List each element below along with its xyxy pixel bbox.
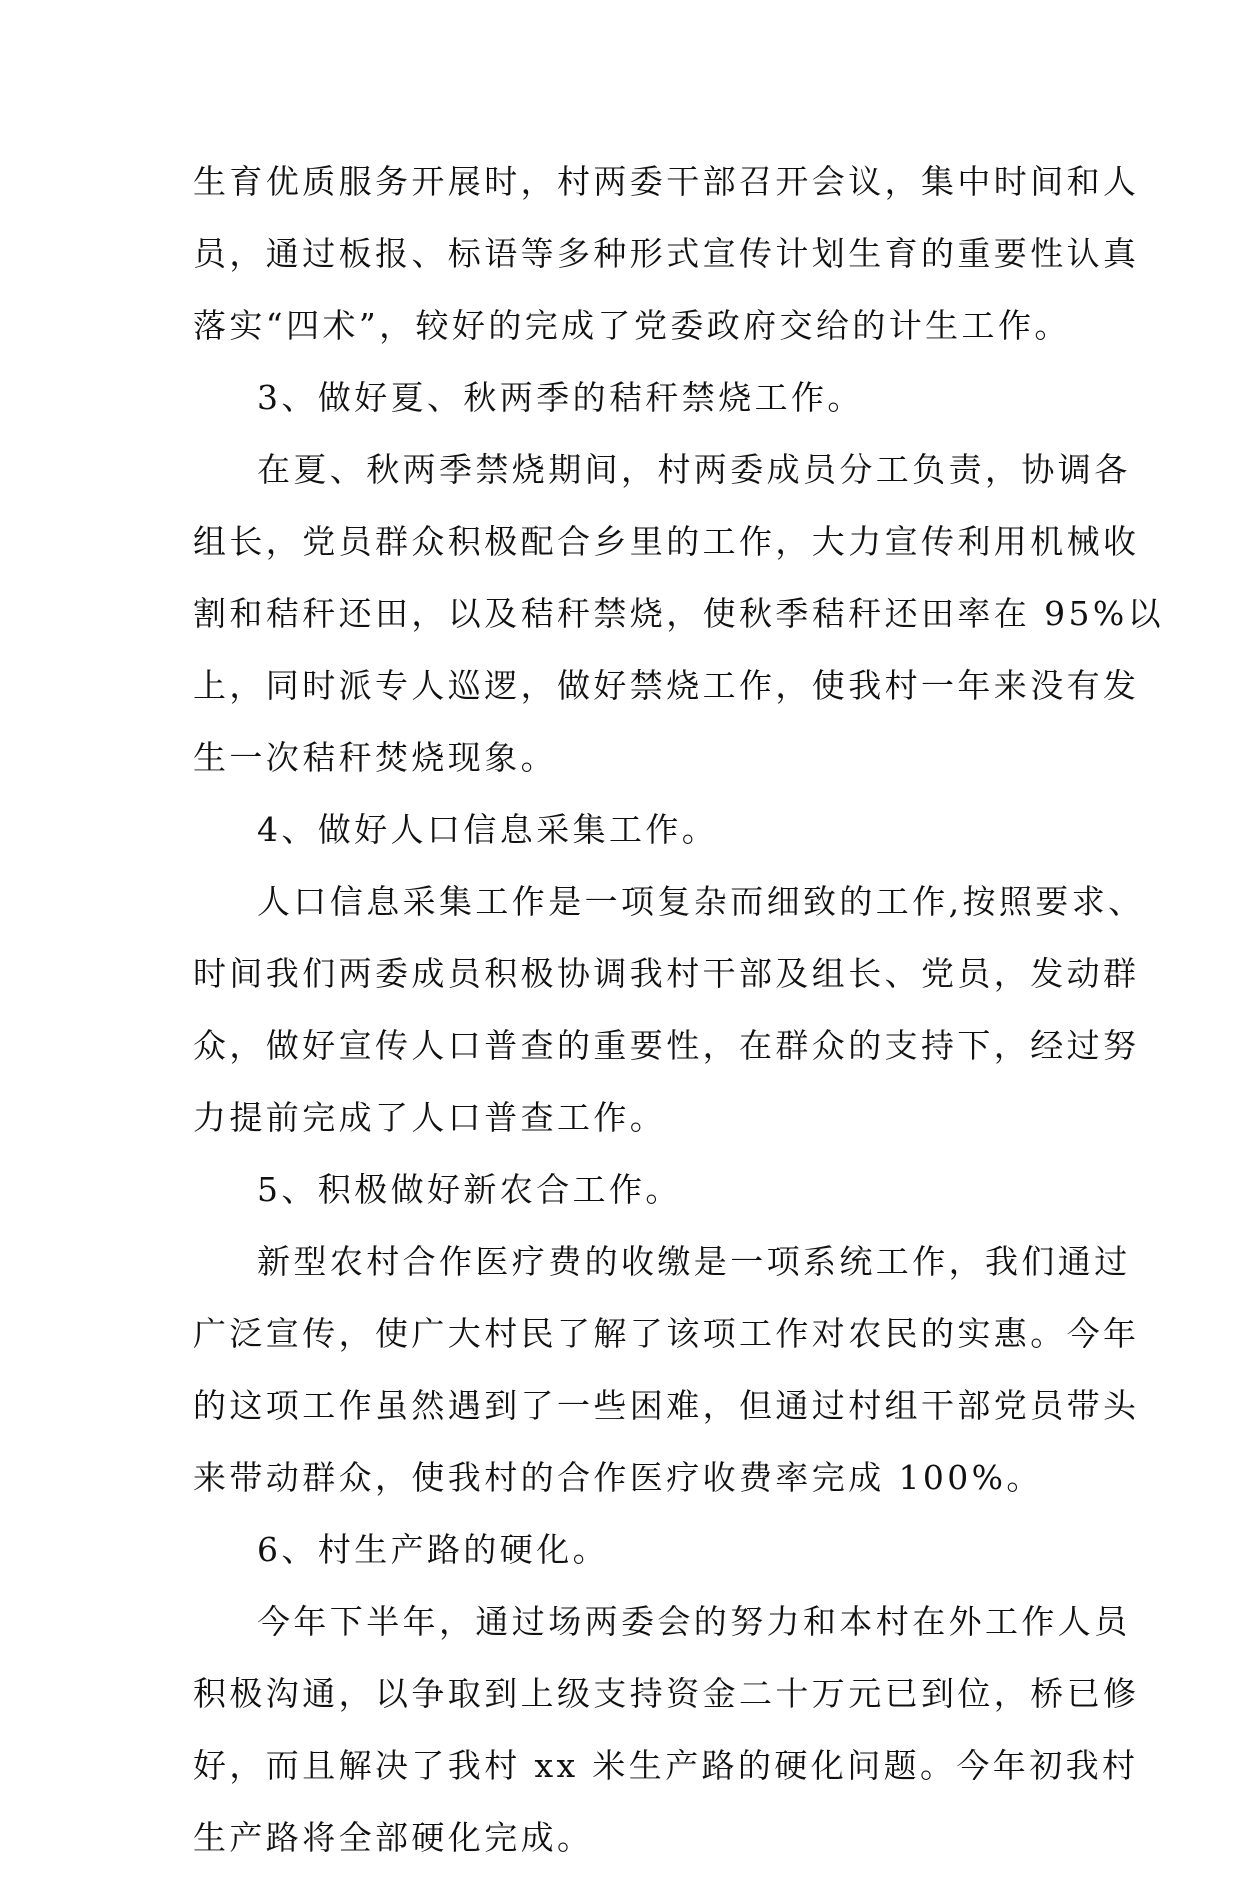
paragraph-first-line: 3、做好夏、秋两季的秸秆禁烧工作。: [257, 378, 864, 417]
paragraph-first-line: 4、做好人口信息采集工作。: [257, 810, 719, 849]
paragraph-first-line: 在夏、秋两季禁烧期间，村两委成员分工负责，协调各: [257, 450, 1131, 489]
text-line: 广泛宣传，使广大村民了解了该项工作对农民的实惠。今年: [193, 1314, 1140, 1353]
text-line: 积极沟通，以争取到上级支持资金二十万元已到位，桥已修: [193, 1674, 1140, 1713]
paragraph-first-line: 6、村生产路的硬化。: [257, 1530, 609, 1569]
text-line: 的这项工作虽然遇到了一些困难，但通过村组干部党员带头: [193, 1386, 1140, 1425]
text-line: 员，通过板报、标语等多种形式宣传计划生育的重要性认真: [193, 234, 1140, 273]
text-line: 好，而且解决了我村 xx 米生产路的硬化问题。今年初我村: [193, 1746, 1139, 1785]
text-line: 割和秸秆还田，以及秸秆禁烧，使秋季秸秆还田率在 95%以: [193, 594, 1165, 633]
paragraph-first-line: 今年下半年，通过场两委会的努力和本村在外工作人员: [257, 1602, 1131, 1641]
text-line: 落实“四术”，较好的完成了党委政府交给的计生工作。: [193, 306, 1071, 345]
text-line: 生一次秸秆焚烧现象。: [193, 738, 557, 777]
text-line: 生育优质服务开展时，村两委干部召开会议，集中时间和人: [193, 162, 1140, 201]
text-line: 上，同时派专人巡逻，做好禁烧工作，使我村一年来没有发: [193, 666, 1140, 705]
paragraph-first-line: 新型农村合作医疗费的收缴是一项系统工作，我们通过: [257, 1242, 1131, 1281]
text-line: 生产路将全部硬化完成。: [193, 1818, 594, 1857]
paragraph-first-line: 人口信息采集工作是一项复杂而细致的工作,按照要求、: [257, 882, 1145, 921]
document-body: [193, 160, 1165, 1888]
text-line: 力提前完成了人口普查工作。: [193, 1098, 667, 1137]
text-line: 众，做好宣传人口普查的重要性，在群众的支持下，经过努: [193, 1026, 1140, 1065]
text-line: 时间我们两委成员积极协调我村干部及组长、党员，发动群: [193, 954, 1140, 993]
text-line: 来带动群众，使我村的合作医疗收费率完成 100%。: [193, 1458, 1043, 1497]
paragraph-first-line: 5、积极做好新农合工作。: [257, 1170, 682, 1209]
text-line: 组长，党员群众积极配合乡里的工作，大力宣传利用机械收: [193, 522, 1140, 561]
